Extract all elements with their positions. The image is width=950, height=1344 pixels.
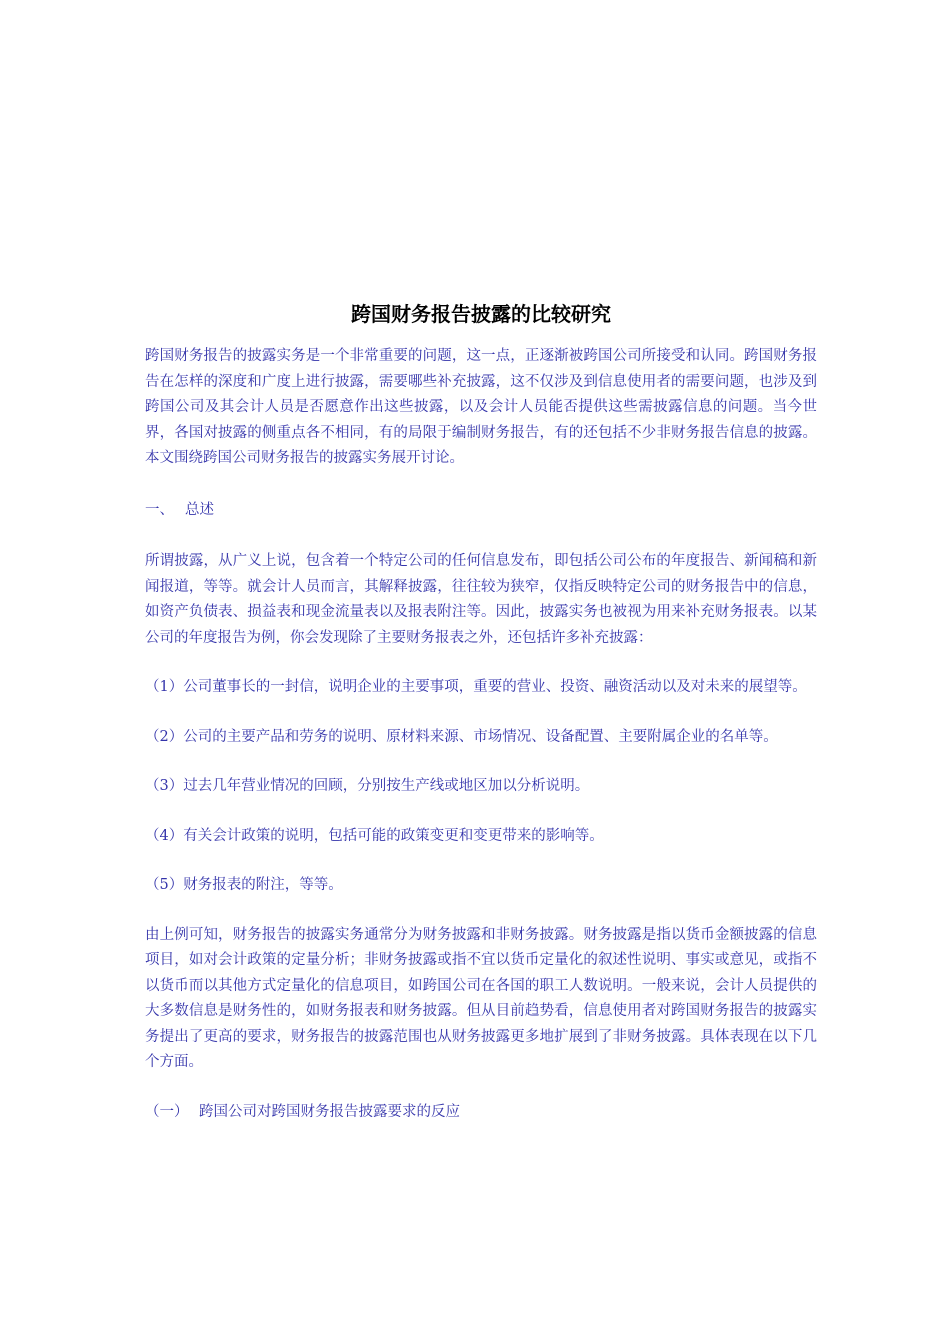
intro-paragraph: 跨国财务报告的披露实务是一个非常重要的问题，这一点，正逐渐被跨国公司所接受和认同。跨国财务报告在怎样的深度和广度上进行披露，需要哪些补充披露，这不仅涉及到信息使用者的需要问题，也涉及到跨国公司及其会计人员是否愿意作出这些披露，以及会计人员能否提供这些需披露信息的问题。当今世界，各国对披露的侧重点各不相同，有的局限于编制财务报告，有的还包括不少非财务报告信息的披露。本文围绕跨国公司财务报告的披露实务展开讨论。: [145, 348, 817, 466]
document-title: 跨国财务报告披露的比较研究: [351, 302, 611, 326]
section-number: 一、: [145, 501, 174, 518]
subsection-heading: [145, 1100, 817, 1126]
disclosure-types-paragraph: 由上例可知，财务报告的披露实务通常分为财务披露和非财务披露。财务披露是指以货币金额披露的信息项目，如对会计政策的定量分析；非财务披露或指不宜以货币定量化的叙述性说明、事实或意见，或指不以货币而以其他方式定量化的信息项目，如跨国公司在各国的职工人数说明。一般来说，会计人员提供的大多数信息是财务性的，如财务报表和财务披露。但从目前趋势看，信息使用者对跨国财务报告的披露实务提出了更高的要求，财务报告的披露范围也从财务披露更多地扩展到了非财务披露。具体表现在以下几个方面。: [145, 926, 817, 1070]
list-item: （2）公司的主要产品和劳务的说明、原材料来源、市场情况、设备配置、主要附属企业的名单等。: [145, 728, 778, 745]
disclosure-definition-paragraph: 所谓披露，从广义上说，包含着一个特定公司的任何信息发布，即包括公司公布的年度报告、新闻稿和新闻报道，等等。就会计人员而言，其解释披露，往往较为狭窄，仅指反映特定公司的财务报告中的信息，如资产负债表、损益表和现金流量表以及报表附注等。因此，披露实务也被视为用来补充财务报表。以某公司的年度报告为例，你会发现除了主要财务报表之外，还包括许多补充披露：: [145, 553, 817, 646]
document-page: [145, 298, 817, 1125]
list-item: （1）公司董事长的一封信，说明企业的主要事项，重要的营业、投资、融资活动以及对未来的展望等。: [145, 679, 807, 695]
list-item: （4）有关会计政策的说明，包括可能的政策变更和变更带来的影响等。: [145, 827, 604, 844]
list-item: （5）财务报表的附注，等等。: [145, 877, 343, 893]
section-title: 总述: [185, 501, 214, 518]
list-item: （3）过去几年营业情况的回顾，分别按生产线或地区加以分析说明。: [145, 778, 590, 794]
section-heading: [145, 498, 817, 524]
subsection-title: 跨国公司对跨国财务报告披露要求的反应: [199, 1103, 460, 1120]
subsection-number: （一）: [145, 1103, 189, 1120]
